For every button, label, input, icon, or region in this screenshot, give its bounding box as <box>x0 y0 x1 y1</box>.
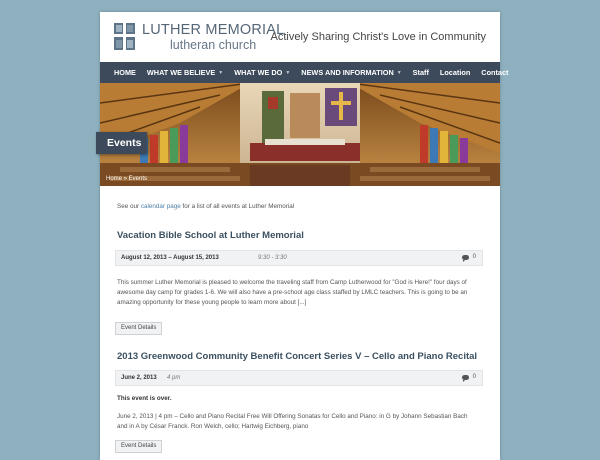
event-status: This event is over. <box>117 395 172 402</box>
nav-item-what-we-believe[interactable] <box>147 68 223 77</box>
event-description: This summer Luther Memorial is pleased to welcome the traveling staff from Camp Lutherwood for "God is Here!" four days of awesome day camp for grades 1-6. We will also have a pre-school age class staffed by LMLC teachers. This is going to be an amazing opportunity for these young people to learn more about [...] <box>117 279 468 306</box>
event-title[interactable]: 2013 Greenwood Community Benefit Concert Series V – Cello and Piano Recital <box>117 351 478 362</box>
event-details-button[interactable]: Event Details <box>115 440 162 453</box>
comments-link[interactable] <box>462 254 476 260</box>
breadcrumb[interactable]: Home » Events <box>106 176 148 182</box>
nav-label: WHAT WE BELIEVE <box>146 68 216 77</box>
nav-label: NEWS AND INFORMATION <box>301 68 394 77</box>
event-details-button[interactable]: Event Details <box>115 322 162 335</box>
section-title-tab: Events <box>96 132 147 154</box>
main-nav <box>100 62 509 83</box>
logo-name[interactable]: LUTHER MEMORIAL <box>142 22 285 38</box>
logo-subname[interactable]: lutheran church <box>170 38 257 52</box>
nav-label: Staff <box>412 68 429 77</box>
nav-item-staff[interactable] <box>413 68 429 77</box>
tagline: Actively Sharing Christ's Love in Community <box>270 31 486 43</box>
intro-after: for a list of all events at Luther Memorial <box>180 203 295 210</box>
site-header <box>100 12 500 62</box>
comment-bubble-icon <box>462 375 469 380</box>
nav-item-home[interactable] <box>114 68 136 77</box>
nav-item-news-and-information[interactable] <box>301 68 401 77</box>
nav-label: Contact <box>481 68 509 77</box>
nav-label: WHAT WE DO <box>234 68 283 77</box>
event-date: August 12, 2013 – August 15, 2013 <box>121 255 219 261</box>
calendar-link[interactable]: calendar page <box>140 203 181 210</box>
comments-link[interactable] <box>462 374 476 380</box>
nav-item-what-we-do[interactable] <box>234 68 290 77</box>
nav-item-location[interactable] <box>440 68 470 77</box>
event-meta <box>115 370 483 386</box>
comment-bubble-icon <box>462 255 469 260</box>
event-description: June 2, 2013 | 4 pm – Cello and Piano Recital Free Will Offering Sonatas for Cello and Piano: in G by Johann Sebastian Bach and in A by César Franck. Ron Welch, cello; Hartwig Eichberg, piano <box>117 413 468 430</box>
event-title[interactable]: Vacation Bible School at Luther Memorial <box>117 230 304 241</box>
nav-label: HOME <box>114 68 136 77</box>
caret-down-icon: ▼ <box>285 69 291 76</box>
caret-down-icon: ▼ <box>396 69 402 76</box>
nav-label: Location <box>439 68 471 77</box>
comment-count: 0 <box>472 374 476 380</box>
event-meta <box>115 250 483 266</box>
page-container <box>100 12 509 460</box>
intro-before: See our <box>117 203 141 210</box>
sanctuary-banner-image <box>100 83 500 186</box>
cross-mosaic-icon[interactable] <box>114 23 135 50</box>
caret-down-icon: ▼ <box>218 69 224 76</box>
intro-text <box>117 203 294 210</box>
event-date: June 2, 2013 <box>121 375 157 381</box>
nav-item-contact[interactable] <box>481 68 508 77</box>
event-time: 4 pm <box>167 375 181 381</box>
comment-count: 0 <box>472 254 476 260</box>
event-time: 9:30 - 3:30 <box>258 255 287 261</box>
